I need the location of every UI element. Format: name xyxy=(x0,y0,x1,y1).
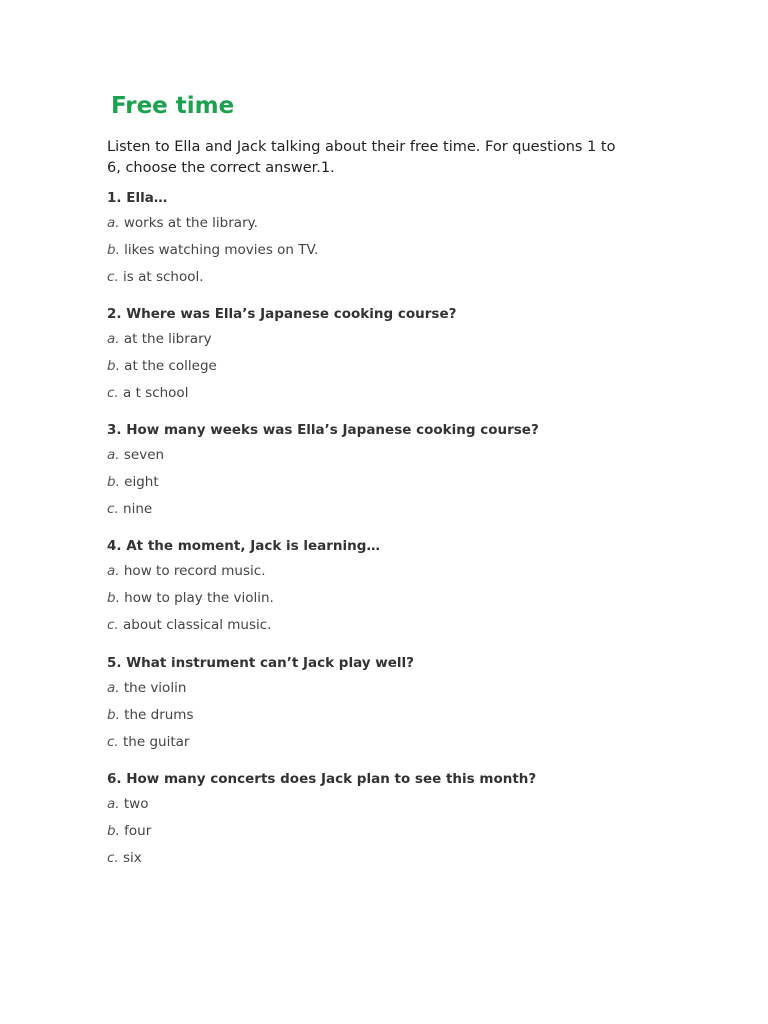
option-text: eight xyxy=(124,474,159,490)
answer-options xyxy=(107,214,318,295)
answer-option-b[interactable] xyxy=(107,357,217,384)
option-text: nine xyxy=(123,501,153,517)
option-letter: a. xyxy=(107,680,120,696)
option-letter: a. xyxy=(107,796,120,812)
answer-option-b[interactable] xyxy=(107,241,318,268)
question-4 xyxy=(107,535,707,633)
question-text: 3. How many weeks was Ella’s Japanese cooking course? xyxy=(107,422,539,438)
option-text: two xyxy=(123,796,149,812)
answer-option-c[interactable] xyxy=(107,384,217,411)
option-letter: b. xyxy=(107,590,120,606)
answer-option-c[interactable] xyxy=(107,733,193,760)
question-6 xyxy=(107,768,707,866)
option-letter: c. xyxy=(107,269,119,285)
option-letter: c. xyxy=(107,850,119,866)
option-letter: c. xyxy=(107,734,119,750)
question-text: 5. What instrument can’t Jack play well? xyxy=(107,655,414,671)
answer-option-b[interactable] xyxy=(107,706,193,733)
answer-option-a[interactable] xyxy=(107,330,217,357)
question-2 xyxy=(107,303,707,401)
question-text: 4. At the moment, Jack is learning… xyxy=(107,538,380,554)
answer-option-a[interactable] xyxy=(107,562,274,589)
answer-options xyxy=(107,330,217,411)
answer-option-c[interactable] xyxy=(107,616,274,643)
option-text: a t school xyxy=(123,385,189,401)
answer-option-b[interactable] xyxy=(107,589,274,616)
answer-option-c[interactable] xyxy=(107,500,164,527)
answer-option-a[interactable] xyxy=(107,679,193,706)
answer-option-c[interactable] xyxy=(107,849,151,876)
page-title: Free time xyxy=(111,93,235,119)
option-letter: a. xyxy=(107,563,120,579)
option-text: the violin xyxy=(123,680,187,696)
option-text: the drums xyxy=(124,707,194,723)
option-letter: b. xyxy=(107,823,120,839)
option-text: the guitar xyxy=(123,734,190,750)
option-letter: a. xyxy=(107,331,120,347)
option-text: seven xyxy=(123,447,165,463)
option-letter: b. xyxy=(107,707,120,723)
answer-option-c[interactable] xyxy=(107,268,318,295)
answer-option-b[interactable] xyxy=(107,822,151,849)
answer-options xyxy=(107,446,164,527)
option-text: likes watching movies on TV. xyxy=(124,242,319,258)
option-letter: b. xyxy=(107,358,120,374)
answer-options xyxy=(107,679,193,760)
option-text: is at school. xyxy=(123,269,204,285)
option-letter: c. xyxy=(107,385,119,401)
option-text: at the college xyxy=(124,358,217,374)
question-5 xyxy=(107,652,707,750)
question-text: 2. Where was Ella’s Japanese cooking course? xyxy=(107,306,457,322)
answer-options xyxy=(107,562,274,643)
answer-option-a[interactable] xyxy=(107,795,151,822)
option-letter: b. xyxy=(107,242,120,258)
question-3 xyxy=(107,419,707,517)
option-text: how to record music. xyxy=(123,563,266,579)
option-text: four xyxy=(124,823,152,839)
option-letter: c. xyxy=(107,617,119,633)
question-text: 1. Ella… xyxy=(107,190,168,206)
option-letter: a. xyxy=(107,215,120,231)
option-text: six xyxy=(123,850,142,866)
instructions: Listen to Ella and Jack talking about their free time. For questions 1 to 6, choose the correct answer.1. xyxy=(107,139,616,176)
answer-options xyxy=(107,795,151,876)
option-text: at the library xyxy=(123,331,212,347)
answer-option-b[interactable] xyxy=(107,473,164,500)
option-text: how to play the violin. xyxy=(124,590,274,606)
answer-option-a[interactable] xyxy=(107,446,164,473)
option-letter: c. xyxy=(107,501,119,517)
option-letter: b. xyxy=(107,474,120,490)
answer-option-a[interactable] xyxy=(107,214,318,241)
question-1 xyxy=(107,187,707,285)
option-text: about classical music. xyxy=(123,617,272,633)
question-text: 6. How many concerts does Jack plan to see this month? xyxy=(107,771,537,787)
option-text: works at the library. xyxy=(123,215,258,231)
option-letter: a. xyxy=(107,447,120,463)
